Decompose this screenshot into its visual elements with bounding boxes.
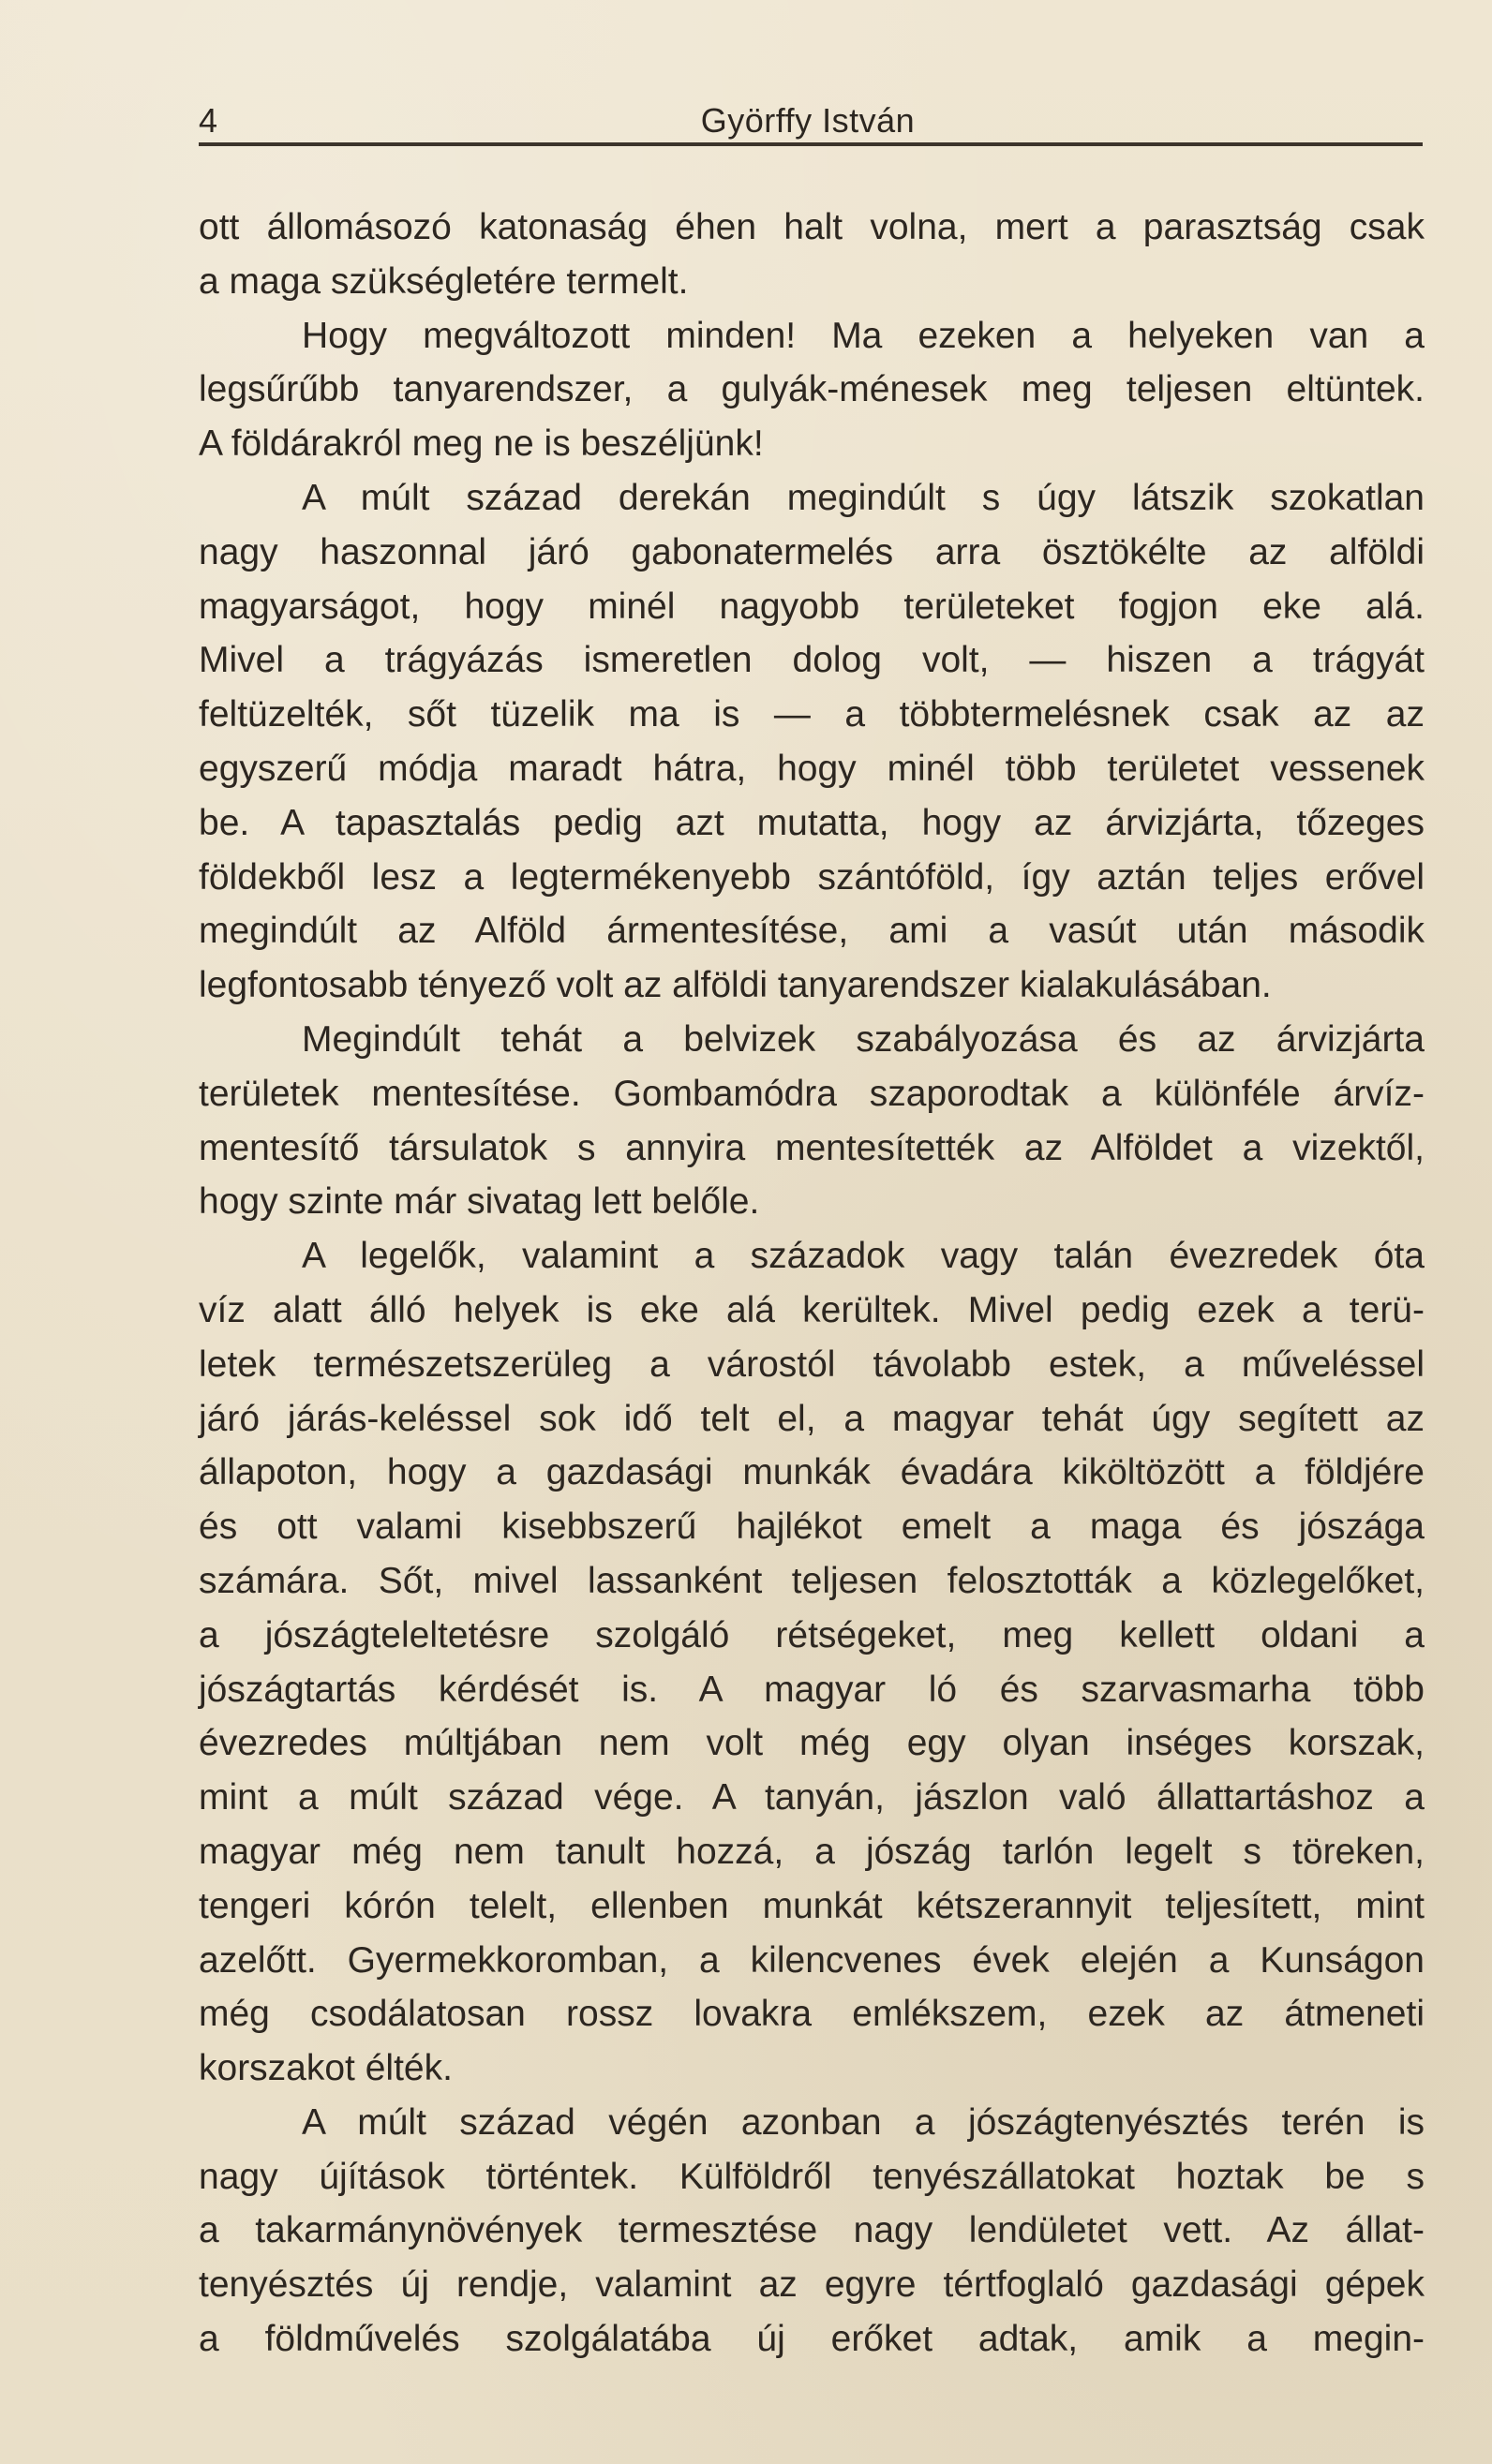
text-line: magyar még nem tanult hozzá, a jószág tarlón legelt s töreken, bbox=[199, 1831, 1425, 1872]
text-line: tenyésztés új rendje, valamint az egyre tértfoglaló gazdasági gépek bbox=[199, 2264, 1425, 2306]
text-line: azelőtt. Gyermekkoromban, a kilencvenes évek elején a Kunságon bbox=[199, 1939, 1425, 1981]
text-line: a jószágteleltetésre szolgáló rétségeket, meg kellett oldani a bbox=[199, 1614, 1425, 1655]
text-line: legfontosabb tényező volt az alföldi tanyarendszer kialakulásában. bbox=[199, 965, 1272, 1006]
text-line: hogy szinte már sivatag lett belőle. bbox=[199, 1181, 760, 1223]
text-line: nagy haszonnal járó gabonatermelés arra ösztökélte az alföldi bbox=[199, 531, 1425, 572]
text-line: még csodálatosan rossz lovakra emlékszem, ezek az átmeneti bbox=[199, 1994, 1425, 2035]
header-rule bbox=[199, 142, 1423, 146]
text-line: mint a múlt század vége. A tanyán, jászlon való állattartáshoz a bbox=[199, 1777, 1425, 1818]
text-line: számára. Sőt, mivel lassanként teljesen felosztották a közlegelőket, bbox=[199, 1560, 1425, 1601]
text-line: mentesítő társulatok s annyira mentesítették az Alföldet a vizektől, bbox=[199, 1127, 1425, 1168]
running-head: Györffy István bbox=[700, 101, 916, 140]
text-line: és ott valami kisebbszerű hajlékot emelt a maga és jószága bbox=[199, 1507, 1425, 1548]
text-line: korszakot élték. bbox=[199, 2048, 453, 2089]
text-line: A földárakról meg ne is beszéljünk! bbox=[199, 423, 764, 465]
text-line: ott állomásozó katonaság éhen halt volna, mert a parasztság csak bbox=[199, 207, 1425, 247]
text-line: A múlt század derekán megindúlt s úgy látszik szokatlan bbox=[302, 477, 1425, 518]
page-number: 4 bbox=[199, 101, 218, 140]
text-line: területek mentesítése. Gombamódra szaporodtak a különféle árvíz- bbox=[199, 1073, 1425, 1114]
text-line: letek természetszerüleg a várostól távolabb estek, a műveléssel bbox=[199, 1343, 1425, 1385]
text-line: jószágtartás kérdését is. A magyar ló és szarvasmarha több bbox=[199, 1669, 1425, 1710]
text-line: évezredes múltjában nem volt még egy olyan inséges korszak, bbox=[199, 1723, 1425, 1764]
text-line: a maga szükségletére termelt. bbox=[199, 260, 689, 302]
text-line: be. A tapasztalás pedig azt mutatta, hogy az árvizjárta, tőzeges bbox=[199, 802, 1425, 843]
body-text bbox=[199, 200, 1425, 2367]
text-line: legsűrűbb tanyarendszer, a gulyák-ménesek meg teljesen eltüntek. bbox=[199, 369, 1425, 410]
text-line: feltüzelték, sőt tüzelik ma is — a többtermelésnek csak az az bbox=[199, 694, 1425, 735]
text-line: állapoton, hogy a gazdasági munkák évadára kiköltözött a földjére bbox=[199, 1452, 1425, 1493]
text-line: nagy újítások történtek. Külföldről tenyészállatokat hoztak be s bbox=[199, 2156, 1425, 2197]
text-line: földekből lesz a legtermékenyebb szántóföld, így aztán teljes erővel bbox=[199, 856, 1425, 898]
text-line: egyszerű módja maradt hátra, hogy minél több területet vessenek bbox=[199, 748, 1425, 789]
text-line: magyarságot, hogy minél nagyobb területeket fogjon eke alá. bbox=[199, 586, 1425, 627]
text-line: járó járás-keléssel sok idő telt el, a magyar tehát úgy segített az bbox=[199, 1398, 1425, 1439]
text-line: Mivel a trágyázás ismeretlen dolog volt, — hiszen a trágyát bbox=[199, 640, 1425, 681]
text-line: víz alatt álló helyek is eke alá kerültek. Mivel pedig ezek a terü- bbox=[199, 1289, 1425, 1330]
text-line: A múlt század végén azonban a jószágtenyésztés terén is bbox=[302, 2101, 1425, 2143]
text-line: megindúlt az Alföld ármentesítése, ami a vasút után második bbox=[199, 911, 1425, 952]
text-line: a takarmánynövények termesztése nagy lendületet vett. Az állat- bbox=[199, 2210, 1425, 2251]
text-line: Megindúlt tehát a belvizek szabályozása és az árvizjárta bbox=[302, 1018, 1425, 1060]
text-line: A legelők, valamint a századok vagy talán évezredek óta bbox=[302, 1236, 1425, 1277]
text-line: tengeri kórón telelt, ellenben munkát kétszerannyit teljesített, mint bbox=[199, 1885, 1425, 1926]
text-line: Hogy megváltozott minden! Ma ezeken a helyeken van a bbox=[302, 315, 1425, 356]
text-line: a földművelés szolgálatába új erőket adtak, amik a megin- bbox=[199, 2319, 1425, 2360]
page-header bbox=[199, 101, 1417, 141]
